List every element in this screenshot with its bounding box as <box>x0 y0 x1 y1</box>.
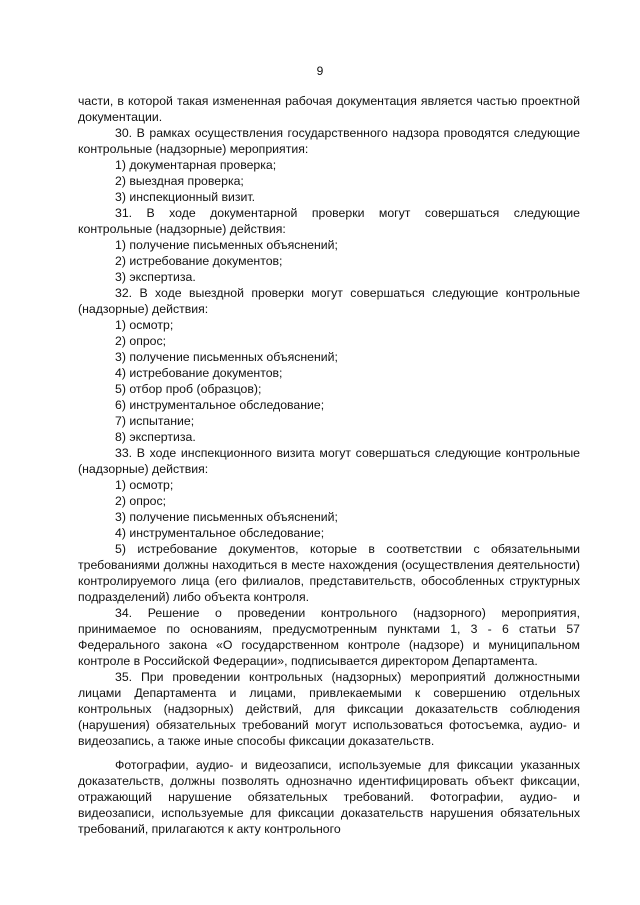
list-item: 3) экспертиза. <box>115 270 196 284</box>
paragraph: 31. В ходе документарной проверки могут совершаться следующие контрольные (надзорные) действия: <box>78 206 580 236</box>
paragraph: 34. Решение о проведении контрольного (надзорного) мероприятия, принимаемое по основаниям, предусмотренным пунктами 1, 3 - 6 статьи 57 Федерального закона «О государственном контроле (надзоре) и муниципальном контроле в Российской Федерации», подписывается директором Департамента. <box>78 606 580 668</box>
list-item: 4) истребование документов; <box>115 366 283 380</box>
paragraph: 35. При проведении контрольных (надзорных) мероприятий должностными лицами Департамента и лицами, привлекаемыми к совершению отдельных контрольных (надзорных) действий, для фиксации доказательств соблюдения (нарушения) обязательных требований могут использоваться фотосъемка, аудио- и видеозапись, а также иные способы фиксации доказательств. <box>78 670 580 748</box>
list-item: 2) выездная проверка; <box>115 174 244 188</box>
list-item: 1) осмотр; <box>115 318 174 332</box>
list-item: 1) осмотр; <box>115 478 174 492</box>
list-item: 8) экспертиза. <box>115 430 196 444</box>
paragraph: части, в которой такая измененная рабочая документация является частью проектной документации. <box>78 94 580 124</box>
list-item: 3) инспекционный визит. <box>115 190 256 204</box>
paragraph: 32. В ходе выездной проверки могут совершаться следующие контрольные (надзорные) действия: <box>78 286 580 316</box>
list-item: 1) документарная проверка; <box>115 158 277 172</box>
list-item: 2) опрос; <box>115 334 167 348</box>
paragraph: 5) истребование документов, которые в соответствии с обязательными требованиями должны находиться в месте нахождения (осуществления деятельности) контролируемого лица (его филиалов, представительств, обособленных структурных подразделений) либо объекта контроля. <box>78 542 580 604</box>
paragraph: Фотографии, аудио- и видеозаписи, используемые для фиксации указанных доказательств, должны позволять однозначно идентифицировать объект фиксации, отражающий нарушение обязательных требований. Фотографии, аудио- и видеозаписи, используемые для фиксации доказательств нарушения обязательных требований, прилагаются к акту контрольного <box>78 758 580 836</box>
page-number: 9 <box>316 64 324 78</box>
list-item: 3) получение письменных объяснений; <box>115 510 338 524</box>
list-item: 6) инструментальное обследование; <box>115 398 325 412</box>
list-item: 3) получение письменных объяснений; <box>115 350 338 364</box>
list-item: 1) получение письменных объяснений; <box>115 238 338 252</box>
list-item: 5) отбор проб (образцов); <box>115 382 262 396</box>
list-item: 7) испытание; <box>115 414 195 428</box>
list-item: 4) инструментальное обследование; <box>115 526 325 540</box>
paragraph: 30. В рамках осуществления государственного надзора проводятся следующие контрольные (надзорные) мероприятия: <box>78 126 580 156</box>
paragraph: 33. В ходе инспекционного визита могут совершаться следующие контрольные (надзорные) действия: <box>78 446 580 476</box>
list-item: 2) истребование документов; <box>115 254 283 268</box>
list-item: 2) опрос; <box>115 494 167 508</box>
document-body <box>78 93 580 837</box>
